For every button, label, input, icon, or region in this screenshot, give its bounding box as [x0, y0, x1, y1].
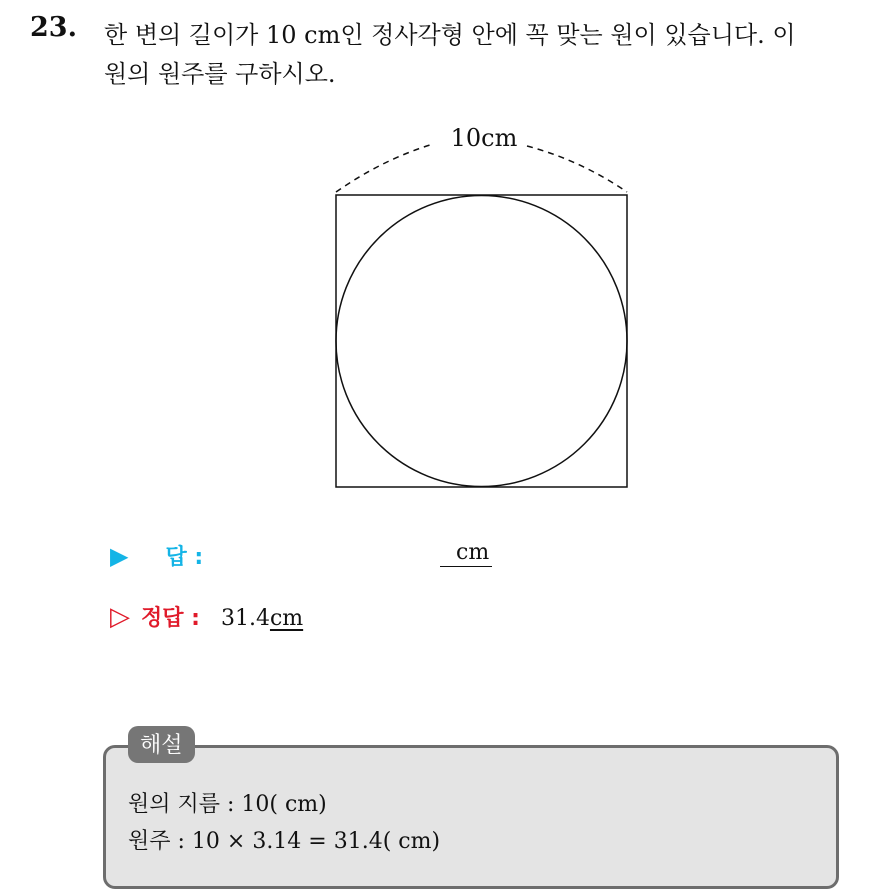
- answer-row: [110, 540, 203, 571]
- explanation-line-1: 원의 지름 : 10( cm): [128, 792, 327, 817]
- answer-label: 답 :: [165, 545, 204, 570]
- square: [336, 195, 627, 487]
- question-text-line-2: 원의 원주를 구하시오.: [104, 60, 336, 88]
- correct-answer-unit: cm: [269, 606, 304, 631]
- inscribed-circle: [336, 196, 627, 487]
- side-length-label: 10cm: [450, 124, 518, 152]
- answer-marker-icon: ▶: [110, 542, 129, 570]
- explanation-line-2: 원주 : 10 × 3.14 = 31.4( cm): [128, 829, 441, 854]
- answer-unit: cm: [456, 540, 490, 565]
- correct-marker-icon: ▷: [110, 602, 130, 632]
- question-number: 23.: [30, 12, 77, 43]
- dashed-arc-left: [336, 145, 430, 192]
- correct-answer-value: 31.4: [220, 606, 270, 631]
- correct-answer-row: [110, 601, 303, 632]
- correct-answer-label: 정답 :: [141, 606, 200, 631]
- dashed-arc-right: [527, 146, 627, 192]
- question-text-line-1: 한 변의 길이가 10 cm인 정사각형 안에 꼭 맞는 원이 있습니다. 이: [104, 21, 796, 49]
- explanation-tag: 해설: [128, 726, 195, 763]
